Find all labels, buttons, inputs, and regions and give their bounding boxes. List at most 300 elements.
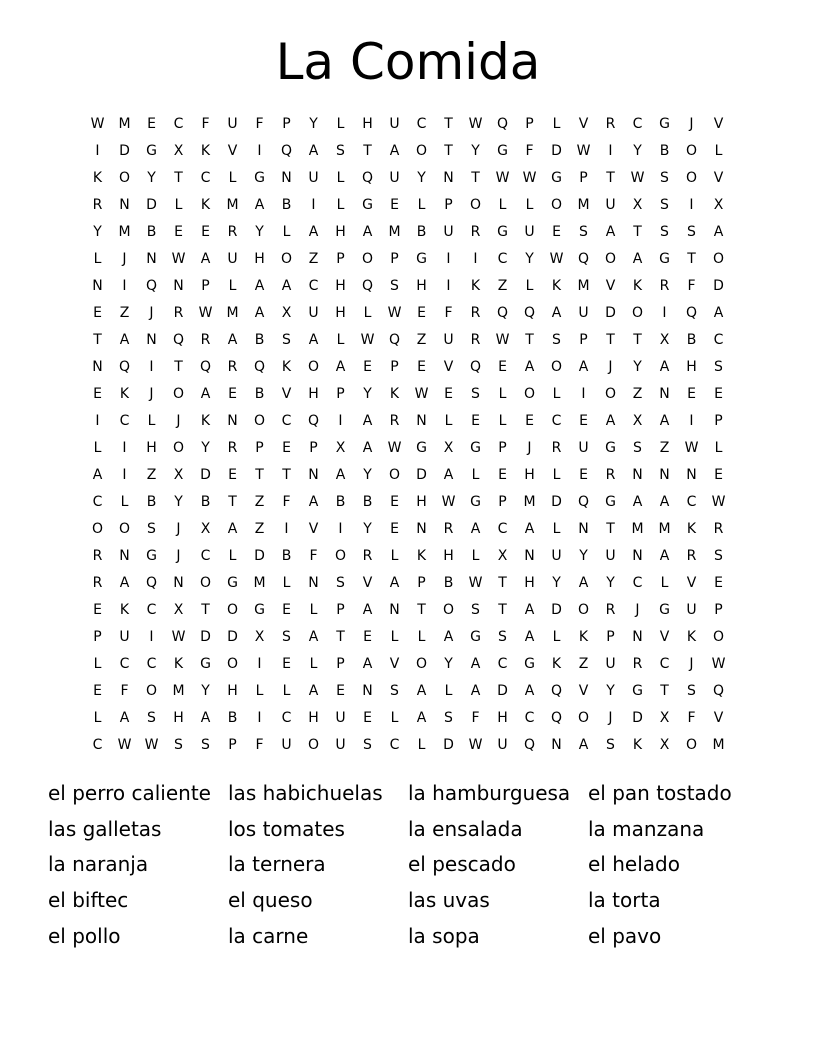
- grid-letter[interactable]: L: [471, 548, 480, 564]
- grid-letter[interactable]: L: [282, 683, 291, 699]
- grid-letter[interactable]: E: [93, 602, 102, 618]
- grid-letter[interactable]: B: [686, 332, 697, 348]
- grid-letter[interactable]: E: [714, 386, 723, 402]
- grid-letter[interactable]: A: [119, 710, 130, 726]
- grid-letter[interactable]: N: [227, 413, 238, 429]
- grid-letter[interactable]: W: [468, 737, 483, 753]
- grid-letter[interactable]: R: [713, 521, 724, 537]
- grid-letter[interactable]: L: [309, 602, 318, 618]
- grid-letter[interactable]: A: [362, 440, 373, 456]
- grid-letter[interactable]: O: [685, 143, 698, 159]
- grid-letter[interactable]: L: [552, 116, 561, 132]
- grid-letter[interactable]: Q: [145, 278, 158, 294]
- grid-letter[interactable]: X: [632, 413, 643, 429]
- grid-letter[interactable]: Q: [199, 359, 212, 375]
- grid-letter[interactable]: I: [257, 710, 262, 726]
- grid-letter[interactable]: P: [498, 494, 507, 510]
- grid-letter[interactable]: Z: [254, 521, 265, 537]
- grid-letter[interactable]: T: [660, 683, 669, 699]
- grid-letter[interactable]: K: [119, 386, 130, 402]
- grid-letter[interactable]: Z: [416, 332, 427, 348]
- grid-letter[interactable]: X: [281, 305, 292, 321]
- grid-letter[interactable]: U: [389, 116, 400, 132]
- grid-letter[interactable]: H: [335, 305, 346, 321]
- grid-letter[interactable]: P: [336, 251, 345, 267]
- grid-letter[interactable]: Q: [523, 737, 536, 753]
- grid-letter[interactable]: H: [308, 710, 319, 726]
- grid-letter[interactable]: X: [173, 602, 184, 618]
- grid-letter[interactable]: X: [254, 629, 265, 645]
- grid-letter[interactable]: G: [632, 683, 643, 699]
- grid-letter[interactable]: W: [171, 251, 186, 267]
- grid-letter[interactable]: F: [687, 278, 696, 294]
- grid-letter[interactable]: H: [335, 224, 346, 240]
- grid-letter[interactable]: E: [363, 359, 372, 375]
- grid-letter[interactable]: A: [524, 602, 535, 618]
- grid-letter[interactable]: D: [605, 305, 616, 321]
- grid-letter[interactable]: J: [689, 116, 694, 132]
- grid-letter[interactable]: V: [578, 683, 589, 699]
- grid-letter[interactable]: R: [227, 440, 238, 456]
- grid-letter[interactable]: C: [119, 413, 130, 429]
- grid-letter[interactable]: U: [578, 305, 589, 321]
- grid-letter[interactable]: X: [200, 521, 211, 537]
- grid-letter[interactable]: O: [550, 359, 563, 375]
- grid-letter[interactable]: A: [308, 332, 319, 348]
- grid-letter[interactable]: E: [498, 467, 507, 483]
- grid-letter[interactable]: A: [200, 251, 211, 267]
- grid-letter[interactable]: X: [659, 332, 670, 348]
- grid-letter[interactable]: O: [550, 197, 563, 213]
- grid-letter[interactable]: Z: [254, 494, 265, 510]
- grid-letter[interactable]: R: [92, 575, 103, 591]
- grid-letter[interactable]: J: [176, 521, 181, 537]
- grid-letter[interactable]: Y: [93, 224, 102, 240]
- grid-letter[interactable]: G: [659, 116, 670, 132]
- grid-letter[interactable]: Y: [633, 359, 642, 375]
- grid-letter[interactable]: E: [714, 575, 723, 591]
- grid-letter[interactable]: Q: [577, 251, 590, 267]
- grid-letter[interactable]: T: [174, 359, 183, 375]
- grid-letter[interactable]: A: [308, 683, 319, 699]
- grid-letter[interactable]: A: [389, 575, 400, 591]
- grid-letter[interactable]: N: [551, 737, 562, 753]
- grid-letter[interactable]: A: [443, 629, 454, 645]
- grid-letter[interactable]: Q: [307, 413, 320, 429]
- grid-letter[interactable]: M: [712, 737, 725, 753]
- grid-letter[interactable]: G: [362, 197, 373, 213]
- grid-letter[interactable]: P: [336, 656, 345, 672]
- grid-letter[interactable]: K: [551, 656, 562, 672]
- grid-letter[interactable]: O: [118, 170, 131, 186]
- grid-letter[interactable]: T: [606, 521, 615, 537]
- grid-letter[interactable]: R: [605, 467, 616, 483]
- grid-letter[interactable]: O: [604, 251, 617, 267]
- grid-letter[interactable]: H: [524, 575, 535, 591]
- grid-letter[interactable]: L: [228, 170, 237, 186]
- grid-letter[interactable]: N: [173, 278, 184, 294]
- grid-letter[interactable]: N: [308, 575, 319, 591]
- grid-letter[interactable]: R: [659, 278, 670, 294]
- grid-letter[interactable]: E: [282, 602, 291, 618]
- grid-letter[interactable]: O: [712, 251, 725, 267]
- grid-letter[interactable]: P: [525, 116, 534, 132]
- grid-letter[interactable]: D: [632, 710, 643, 726]
- grid-letter[interactable]: Y: [147, 170, 156, 186]
- grid-letter[interactable]: B: [146, 494, 157, 510]
- grid-letter[interactable]: A: [227, 332, 238, 348]
- grid-letter[interactable]: R: [227, 224, 238, 240]
- grid-letter[interactable]: A: [578, 737, 589, 753]
- grid-letter[interactable]: E: [390, 494, 399, 510]
- grid-letter[interactable]: L: [174, 197, 183, 213]
- grid-letter[interactable]: G: [497, 143, 508, 159]
- grid-letter[interactable]: Q: [118, 359, 131, 375]
- grid-letter[interactable]: L: [309, 656, 318, 672]
- grid-letter[interactable]: I: [257, 143, 262, 159]
- grid-letter[interactable]: A: [308, 629, 319, 645]
- grid-letter[interactable]: U: [227, 251, 238, 267]
- grid-letter[interactable]: B: [335, 494, 346, 510]
- grid-letter[interactable]: G: [605, 440, 616, 456]
- grid-letter[interactable]: Y: [552, 575, 561, 591]
- grid-letter[interactable]: F: [255, 737, 264, 753]
- grid-letter[interactable]: O: [712, 629, 725, 645]
- grid-letter[interactable]: O: [442, 602, 455, 618]
- grid-letter[interactable]: A: [362, 602, 373, 618]
- grid-letter[interactable]: P: [444, 197, 453, 213]
- grid-letter[interactable]: U: [119, 629, 130, 645]
- grid-letter[interactable]: Z: [308, 251, 319, 267]
- grid-letter[interactable]: E: [444, 386, 453, 402]
- grid-letter[interactable]: U: [605, 548, 616, 564]
- grid-letter[interactable]: I: [581, 386, 586, 402]
- grid-letter[interactable]: O: [388, 467, 401, 483]
- grid-letter[interactable]: C: [200, 548, 211, 564]
- grid-letter[interactable]: A: [524, 629, 535, 645]
- grid-letter[interactable]: H: [416, 494, 427, 510]
- grid-letter[interactable]: C: [281, 413, 292, 429]
- grid-letter[interactable]: F: [120, 683, 129, 699]
- grid-letter[interactable]: J: [149, 386, 154, 402]
- grid-letter[interactable]: E: [201, 224, 210, 240]
- grid-letter[interactable]: R: [632, 656, 643, 672]
- grid-letter[interactable]: N: [632, 548, 643, 564]
- grid-letter[interactable]: A: [605, 413, 616, 429]
- grid-letter[interactable]: L: [714, 440, 723, 456]
- grid-letter[interactable]: I: [473, 251, 478, 267]
- grid-letter[interactable]: L: [444, 683, 453, 699]
- grid-letter[interactable]: E: [93, 305, 102, 321]
- grid-letter[interactable]: G: [551, 170, 562, 186]
- grid-letter[interactable]: K: [686, 521, 697, 537]
- grid-letter[interactable]: A: [524, 359, 535, 375]
- grid-letter[interactable]: L: [93, 710, 102, 726]
- grid-letter[interactable]: A: [659, 413, 670, 429]
- grid-letter[interactable]: E: [228, 467, 237, 483]
- grid-letter[interactable]: O: [415, 656, 428, 672]
- grid-letter[interactable]: L: [390, 710, 399, 726]
- grid-letter[interactable]: S: [174, 737, 183, 753]
- grid-letter[interactable]: N: [632, 467, 643, 483]
- grid-letter[interactable]: A: [659, 548, 670, 564]
- grid-letter[interactable]: T: [498, 602, 507, 618]
- grid-letter[interactable]: L: [660, 575, 669, 591]
- grid-letter[interactable]: K: [173, 656, 184, 672]
- grid-letter[interactable]: A: [416, 710, 427, 726]
- grid-letter[interactable]: S: [282, 629, 291, 645]
- grid-letter[interactable]: E: [282, 440, 291, 456]
- grid-letter[interactable]: U: [335, 710, 346, 726]
- grid-letter[interactable]: S: [201, 737, 210, 753]
- grid-letter[interactable]: O: [91, 521, 104, 537]
- grid-letter[interactable]: T: [93, 332, 102, 348]
- grid-letter[interactable]: L: [228, 278, 237, 294]
- grid-letter[interactable]: O: [280, 251, 293, 267]
- grid-letter[interactable]: R: [92, 197, 103, 213]
- grid-letter[interactable]: L: [336, 197, 345, 213]
- grid-letter[interactable]: T: [633, 332, 642, 348]
- grid-letter[interactable]: N: [173, 575, 184, 591]
- grid-letter[interactable]: N: [146, 251, 157, 267]
- grid-letter[interactable]: E: [552, 224, 561, 240]
- grid-letter[interactable]: S: [714, 548, 723, 564]
- grid-letter[interactable]: W: [711, 494, 726, 510]
- grid-letter[interactable]: T: [687, 251, 696, 267]
- grid-letter[interactable]: R: [200, 332, 211, 348]
- grid-letter[interactable]: M: [577, 197, 590, 213]
- grid-letter[interactable]: X: [713, 197, 724, 213]
- grid-letter[interactable]: D: [227, 629, 238, 645]
- grid-letter[interactable]: A: [281, 278, 292, 294]
- grid-letter[interactable]: B: [254, 386, 265, 402]
- grid-letter[interactable]: I: [257, 656, 262, 672]
- grid-letter[interactable]: U: [335, 737, 346, 753]
- grid-letter[interactable]: J: [608, 359, 613, 375]
- grid-letter[interactable]: L: [93, 656, 102, 672]
- grid-letter[interactable]: Y: [363, 386, 372, 402]
- grid-letter[interactable]: T: [606, 332, 615, 348]
- grid-letter[interactable]: D: [254, 548, 265, 564]
- grid-letter[interactable]: W: [414, 386, 429, 402]
- grid-letter[interactable]: U: [605, 197, 616, 213]
- grid-letter[interactable]: N: [416, 413, 427, 429]
- grid-letter[interactable]: C: [281, 710, 292, 726]
- grid-letter[interactable]: Y: [471, 143, 480, 159]
- grid-letter[interactable]: S: [687, 683, 696, 699]
- grid-letter[interactable]: C: [713, 332, 724, 348]
- grid-letter[interactable]: T: [471, 170, 480, 186]
- grid-letter[interactable]: P: [336, 386, 345, 402]
- grid-letter[interactable]: M: [118, 224, 131, 240]
- grid-letter[interactable]: T: [201, 602, 210, 618]
- grid-letter[interactable]: Q: [469, 359, 482, 375]
- grid-letter[interactable]: H: [443, 548, 454, 564]
- grid-letter[interactable]: A: [254, 278, 265, 294]
- grid-letter[interactable]: T: [282, 467, 291, 483]
- grid-letter[interactable]: A: [713, 224, 724, 240]
- grid-letter[interactable]: N: [686, 467, 697, 483]
- grid-letter[interactable]: S: [498, 629, 507, 645]
- grid-letter[interactable]: R: [227, 359, 238, 375]
- grid-letter[interactable]: V: [362, 575, 373, 591]
- grid-letter[interactable]: E: [417, 305, 426, 321]
- grid-letter[interactable]: O: [577, 602, 590, 618]
- grid-letter[interactable]: R: [389, 413, 400, 429]
- grid-letter[interactable]: C: [92, 737, 103, 753]
- grid-letter[interactable]: I: [122, 440, 127, 456]
- grid-letter[interactable]: U: [443, 224, 454, 240]
- grid-letter[interactable]: C: [119, 656, 130, 672]
- grid-letter[interactable]: A: [524, 683, 535, 699]
- grid-letter[interactable]: T: [336, 629, 345, 645]
- grid-letter[interactable]: W: [90, 116, 105, 132]
- grid-letter[interactable]: Y: [417, 170, 426, 186]
- grid-letter[interactable]: Y: [444, 656, 453, 672]
- grid-letter[interactable]: M: [253, 575, 266, 591]
- grid-letter[interactable]: L: [552, 467, 561, 483]
- grid-letter[interactable]: E: [525, 413, 534, 429]
- grid-letter[interactable]: P: [714, 413, 723, 429]
- grid-letter[interactable]: S: [471, 602, 480, 618]
- grid-letter[interactable]: O: [361, 251, 374, 267]
- grid-letter[interactable]: W: [711, 656, 726, 672]
- grid-letter[interactable]: V: [686, 575, 697, 591]
- grid-letter[interactable]: U: [497, 737, 508, 753]
- grid-letter[interactable]: C: [497, 521, 508, 537]
- grid-letter[interactable]: S: [390, 278, 399, 294]
- grid-letter[interactable]: S: [660, 197, 669, 213]
- grid-letter[interactable]: V: [578, 116, 589, 132]
- grid-letter[interactable]: W: [468, 116, 483, 132]
- grid-letter[interactable]: B: [362, 494, 373, 510]
- grid-letter[interactable]: O: [523, 386, 536, 402]
- grid-letter[interactable]: D: [416, 467, 427, 483]
- grid-letter[interactable]: L: [552, 386, 561, 402]
- grid-letter[interactable]: T: [363, 143, 372, 159]
- grid-letter[interactable]: A: [119, 575, 130, 591]
- grid-letter[interactable]: Y: [201, 440, 210, 456]
- grid-letter[interactable]: P: [714, 602, 723, 618]
- grid-letter[interactable]: I: [446, 278, 451, 294]
- grid-letter[interactable]: I: [608, 143, 613, 159]
- grid-letter[interactable]: L: [363, 305, 372, 321]
- grid-letter[interactable]: M: [172, 683, 185, 699]
- grid-letter[interactable]: F: [471, 710, 480, 726]
- grid-letter[interactable]: L: [417, 197, 426, 213]
- grid-letter[interactable]: I: [446, 251, 451, 267]
- grid-letter[interactable]: B: [281, 197, 292, 213]
- grid-letter[interactable]: K: [389, 386, 400, 402]
- grid-letter[interactable]: G: [146, 548, 157, 564]
- grid-letter[interactable]: H: [335, 278, 346, 294]
- grid-letter[interactable]: Y: [579, 548, 588, 564]
- grid-letter[interactable]: T: [444, 116, 453, 132]
- grid-letter[interactable]: Q: [388, 332, 401, 348]
- grid-letter[interactable]: G: [146, 143, 157, 159]
- grid-letter[interactable]: T: [417, 602, 426, 618]
- grid-letter[interactable]: D: [551, 143, 562, 159]
- grid-letter[interactable]: W: [117, 737, 132, 753]
- grid-letter[interactable]: Q: [550, 710, 563, 726]
- grid-letter[interactable]: O: [226, 656, 239, 672]
- grid-letter[interactable]: U: [389, 170, 400, 186]
- grid-letter[interactable]: G: [254, 170, 265, 186]
- grid-letter[interactable]: C: [200, 170, 211, 186]
- grid-letter[interactable]: J: [149, 305, 154, 321]
- grid-letter[interactable]: J: [608, 710, 613, 726]
- grid-letter[interactable]: O: [172, 440, 185, 456]
- grid-letter[interactable]: E: [174, 224, 183, 240]
- grid-letter[interactable]: L: [444, 413, 453, 429]
- grid-letter[interactable]: N: [362, 683, 373, 699]
- grid-letter[interactable]: L: [714, 143, 723, 159]
- grid-letter[interactable]: C: [686, 494, 697, 510]
- grid-letter[interactable]: R: [605, 116, 616, 132]
- grid-letter[interactable]: Q: [685, 305, 698, 321]
- grid-letter[interactable]: C: [632, 116, 643, 132]
- grid-letter[interactable]: H: [254, 251, 265, 267]
- grid-letter[interactable]: L: [552, 521, 561, 537]
- grid-letter[interactable]: W: [171, 629, 186, 645]
- grid-letter[interactable]: I: [149, 359, 154, 375]
- grid-letter[interactable]: A: [470, 656, 481, 672]
- grid-letter[interactable]: S: [579, 224, 588, 240]
- grid-letter[interactable]: J: [176, 548, 181, 564]
- grid-letter[interactable]: A: [92, 467, 103, 483]
- grid-letter[interactable]: M: [523, 494, 536, 510]
- grid-letter[interactable]: M: [577, 278, 590, 294]
- grid-letter[interactable]: C: [659, 656, 670, 672]
- grid-letter[interactable]: U: [551, 548, 562, 564]
- grid-letter[interactable]: M: [388, 224, 401, 240]
- grid-letter[interactable]: E: [93, 386, 102, 402]
- grid-letter[interactable]: W: [630, 170, 645, 186]
- grid-letter[interactable]: J: [176, 413, 181, 429]
- grid-letter[interactable]: E: [687, 386, 696, 402]
- grid-letter[interactable]: R: [551, 440, 562, 456]
- grid-letter[interactable]: K: [470, 278, 481, 294]
- grid-letter[interactable]: J: [635, 602, 640, 618]
- grid-letter[interactable]: A: [632, 251, 643, 267]
- grid-letter[interactable]: Y: [309, 116, 318, 132]
- grid-letter[interactable]: A: [362, 413, 373, 429]
- grid-letter[interactable]: H: [227, 683, 238, 699]
- grid-letter[interactable]: F: [255, 116, 264, 132]
- grid-letter[interactable]: V: [659, 629, 670, 645]
- grid-letter[interactable]: Q: [361, 170, 374, 186]
- grid-letter[interactable]: O: [334, 548, 347, 564]
- grid-letter[interactable]: A: [578, 575, 589, 591]
- grid-letter[interactable]: A: [335, 359, 346, 375]
- grid-letter[interactable]: A: [308, 224, 319, 240]
- grid-letter[interactable]: L: [93, 251, 102, 267]
- grid-letter[interactable]: C: [308, 278, 319, 294]
- grid-letter[interactable]: I: [689, 197, 694, 213]
- grid-letter[interactable]: S: [336, 143, 345, 159]
- grid-letter[interactable]: Q: [577, 494, 590, 510]
- grid-letter[interactable]: C: [497, 656, 508, 672]
- grid-letter[interactable]: X: [173, 467, 184, 483]
- grid-letter[interactable]: O: [685, 737, 698, 753]
- grid-letter[interactable]: E: [417, 359, 426, 375]
- grid-letter[interactable]: D: [713, 278, 724, 294]
- grid-letter[interactable]: A: [308, 143, 319, 159]
- grid-letter[interactable]: R: [443, 521, 454, 537]
- grid-letter[interactable]: Z: [578, 656, 589, 672]
- grid-letter[interactable]: H: [686, 359, 697, 375]
- grid-letter[interactable]: V: [605, 278, 616, 294]
